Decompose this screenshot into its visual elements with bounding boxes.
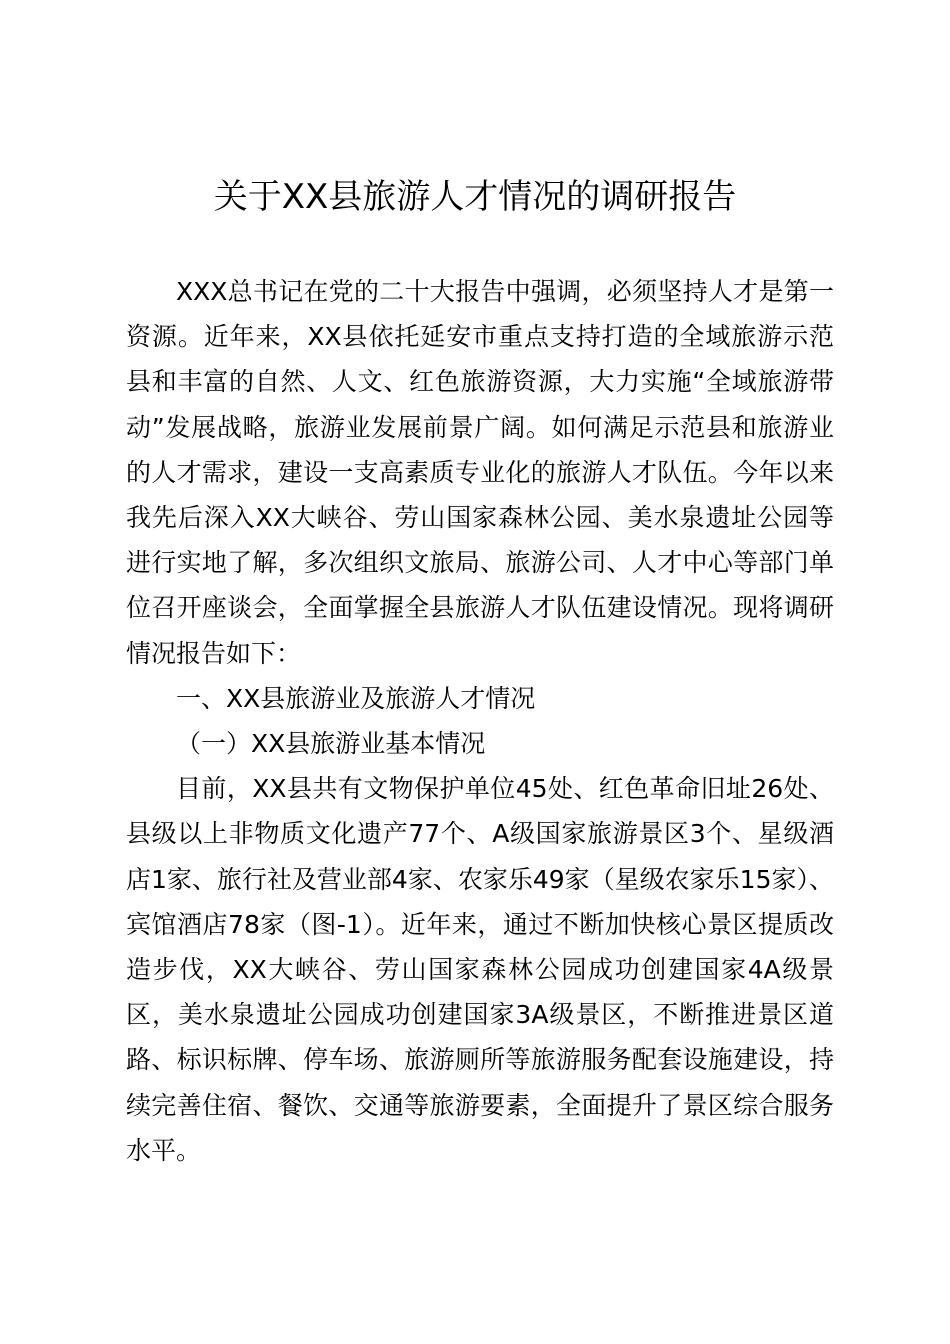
section-heading: 一、XX县旅游业及旅游人才情况 [176, 683, 536, 713]
subsection-heading: （一）XX县旅游业基本情况 [176, 729, 486, 759]
intro-paragraph: XXX总书记在党的二十大报告中强调，必须坚持人才是第一资源。近年来，XX县依托延安市重点支持打造的全域旅游示范县和丰富的自然、人文、红色旅游资源，大力实施“全域旅游带动”发展战略，旅游业发展前景广阔。如何满足示范县和旅游业的人才需求，建设一支高素质专业化的旅游人才队伍。今年以来我先后深入XX大峡谷、劳山国家森林公园、美水泉遗址公园等进行实地了解，多次组织文旅局、旅游公司、人才中心等部门单位召开座谈会，全面掌握全县旅游人才队伍建设情况。现将调研情况报告如下： [126, 277, 834, 668]
body-paragraph: 目前，XX县共有文物保护单位45处、红色革命旧址26处、县级以上非物质文化遗产77个、A级国家旅游景区3个、星级酒店1家、旅行社及营业部4家、农家乐49家（星级农家乐15家）、宾馆酒店78家（图-1）。近年来，通过不断加快核心景区提质改造步伐，XX大峡谷、劳山国家森林公园成功创建国家4A级景区，美水泉遗址公园成功创建国家3A级景区，不断推进景区道路、标识标牌、停车场、旅游厕所等旅游服务配套设施建设，持续完善住宿、餐饮、交通等旅游要素，全面提升了景区综合服务水平。 [126, 774, 834, 1165]
document-body [126, 269, 834, 1173]
document-title: 关于XX县旅游人才情况的调研报告 [213, 177, 737, 217]
